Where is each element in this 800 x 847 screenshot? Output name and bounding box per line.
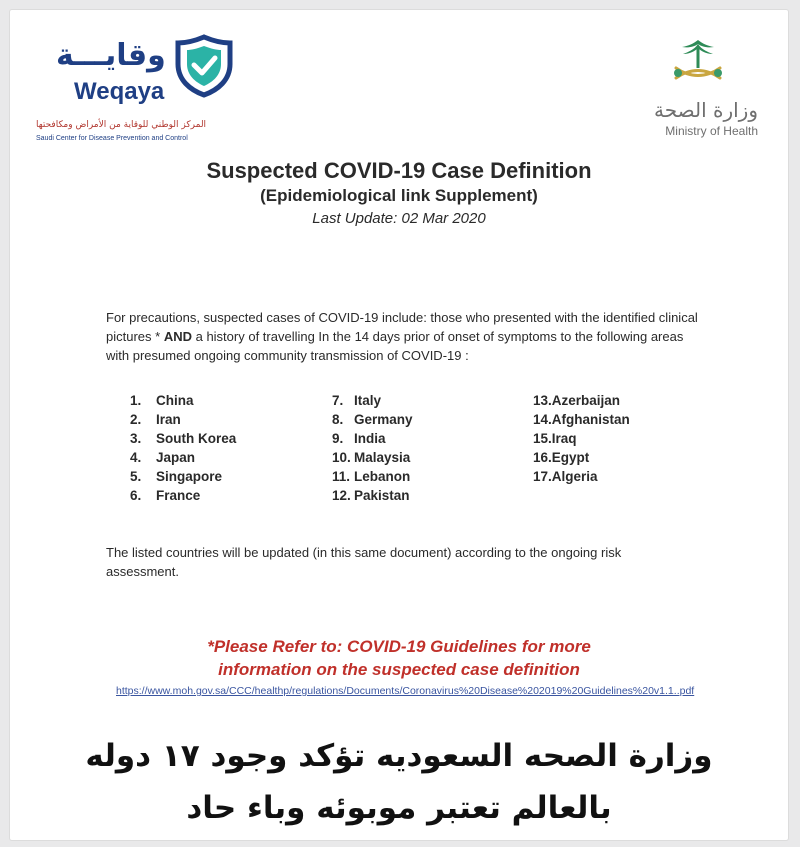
item-number: 6. xyxy=(130,488,142,503)
country-name: France xyxy=(156,488,201,503)
document-subtitle: (Epidemiological link Supplement) xyxy=(260,186,538,205)
country-name: Italy xyxy=(354,393,382,408)
country-name: Iran xyxy=(156,412,181,427)
weqaya-english-name: Weqaya xyxy=(74,78,165,105)
arabic-caption-line-1: وزارة الصحه السعوديه تؤكد وجود ١٧ دوله xyxy=(85,738,713,774)
item-number: 5. xyxy=(130,469,142,484)
country-name: India xyxy=(354,431,386,446)
item-number: 14. xyxy=(533,412,552,427)
document-image xyxy=(10,10,788,840)
weqaya-arabic-name: وقايـــة xyxy=(56,38,166,73)
list-item xyxy=(533,467,630,486)
list-item xyxy=(130,429,236,448)
item-number: 8. xyxy=(332,412,344,427)
country-name: China xyxy=(156,393,194,408)
list-item xyxy=(130,467,236,486)
country-name: Afghanistan xyxy=(551,412,630,427)
item-number: 10. xyxy=(332,450,351,465)
list-item xyxy=(332,429,413,448)
list-item xyxy=(130,410,236,429)
guidelines-link[interactable]: https://www.moh.gov.sa/CCC/healthp/regulations/Documents/Coronavirus%20Disease%202019%20Guidelines%20v1.1..pdf xyxy=(116,685,695,697)
item-number: 16. xyxy=(533,450,552,465)
country-name: South Korea xyxy=(156,431,237,446)
weqaya-logo xyxy=(36,28,276,148)
refer-guidelines-line-1: *Please Refer to: COVID-19 Guidelines for more xyxy=(207,637,591,656)
item-number: 7. xyxy=(332,393,344,408)
refer-guidelines-line-2: information on the suspected case definition xyxy=(218,660,580,679)
country-list-column-1 xyxy=(130,391,236,505)
moh-arabic-name: وزارة الصحة xyxy=(654,98,758,122)
intro-text-end: a history of travelling In the 14 days prior of onset of symptoms to the following areas with presumed ongoing community transmission of COVID-19 : xyxy=(106,329,684,363)
item-number: 17. xyxy=(533,469,552,484)
update-note: The listed countries will be updated (in this same document) according to the ongoing risk assessment. xyxy=(106,545,622,579)
weqaya-subtitle-english: Saudi Center for Disease Prevention and Control xyxy=(36,135,188,142)
item-number: 3. xyxy=(130,431,142,446)
item-number: 15. xyxy=(533,431,552,446)
country-name: Algeria xyxy=(551,469,598,484)
list-item xyxy=(533,391,630,410)
country-name: Malaysia xyxy=(354,450,411,465)
country-name: Japan xyxy=(156,450,196,465)
weqaya-subtitle-arabic: المركز الوطني للوقاية من الأمراض ومكافحتها xyxy=(36,120,207,130)
country-name: Lebanon xyxy=(354,469,411,484)
country-list-column-3 xyxy=(533,391,630,486)
list-item xyxy=(130,486,236,505)
country-name: Azerbaijan xyxy=(551,393,621,408)
item-number: 1. xyxy=(130,393,142,408)
list-item xyxy=(332,391,413,410)
list-item xyxy=(130,391,236,410)
list-item xyxy=(332,467,413,486)
last-update: Last Update: 02 Mar 2020 xyxy=(312,210,486,227)
item-number: 2. xyxy=(130,412,142,427)
list-item xyxy=(332,448,413,467)
item-number: 13. xyxy=(533,393,552,408)
country-name: Egypt xyxy=(551,450,590,465)
country-list-column-2 xyxy=(332,391,413,505)
list-item xyxy=(332,486,413,505)
list-item xyxy=(533,429,630,448)
country-name: Singapore xyxy=(156,469,223,484)
ministry-of-health-logo xyxy=(618,38,758,148)
palm-swords-emblem-icon xyxy=(668,38,728,96)
list-item xyxy=(533,448,630,467)
item-number: 4. xyxy=(130,450,142,465)
country-name: Germany xyxy=(354,412,413,427)
intro-text-start: For precautions, suspected cases of COVID-19 include: those who presented with the identified clinical pictures * xyxy=(106,310,698,344)
intro-paragraph xyxy=(106,308,706,365)
list-item xyxy=(332,410,413,429)
item-number: 12. xyxy=(332,488,351,503)
shield-check-icon xyxy=(174,34,234,98)
item-number: 11. xyxy=(332,469,351,484)
item-number: 9. xyxy=(332,431,344,446)
list-item xyxy=(130,448,236,467)
arabic-caption-line-2: بالعالم تعتبر موبوئه وباء حاد xyxy=(186,790,612,826)
moh-english-name: Ministry of Health xyxy=(665,124,758,138)
intro-bold-and: AND xyxy=(163,329,192,344)
list-item xyxy=(533,410,630,429)
document-title: Suspected COVID-19 Case Definition xyxy=(206,158,592,183)
country-name: Pakistan xyxy=(354,488,410,503)
country-name: Iraq xyxy=(551,431,577,446)
